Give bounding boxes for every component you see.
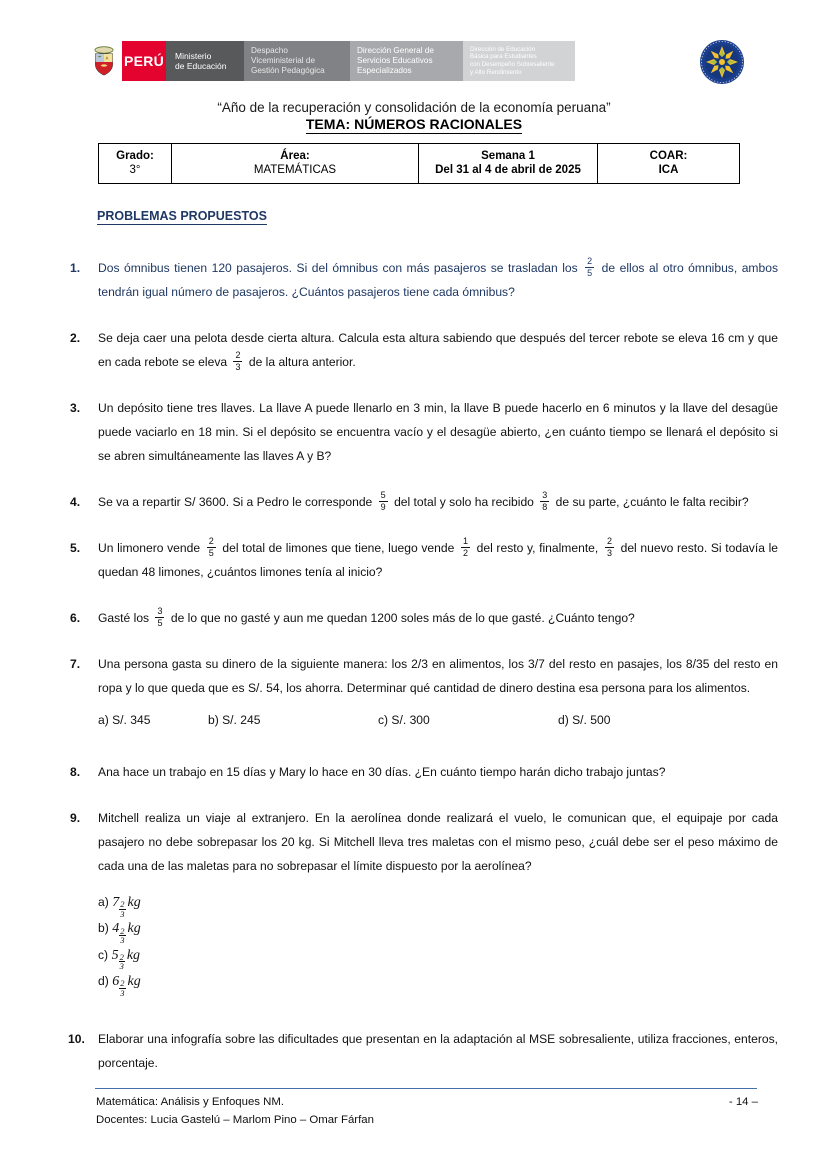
- cell-coar: [598, 144, 740, 184]
- fraction-denominator: 9: [380, 502, 386, 513]
- fraction-numerator: 2: [606, 536, 612, 547]
- cell-grado: [99, 144, 172, 184]
- problem-number: 2.: [70, 331, 81, 345]
- problem-text-part-2: del total y solo ha recibido: [394, 495, 534, 509]
- coar-logo-icon: [698, 38, 746, 86]
- problem-number: 5.: [70, 541, 81, 555]
- spacer: [68, 630, 778, 652]
- direccion-general-block: [350, 41, 463, 81]
- peru-label: PERÚ: [123, 53, 165, 69]
- problem-text: Ana hace un trabajo en 15 días y Mary lo hace en 30 días. ¿En cuánto tiempo harán dicho trabajo juntas?: [98, 765, 666, 779]
- fraction: [119, 900, 125, 918]
- problem-number: 6.: [70, 611, 81, 625]
- option-b-label: b): [98, 921, 109, 936]
- ministerio-line-2: de Educación: [175, 61, 227, 71]
- problem-number: 10.: [68, 1032, 85, 1047]
- fraction: [119, 979, 125, 997]
- page-footer: [96, 1094, 758, 1129]
- debedsar-line-4: y Alto Rendimiento: [470, 68, 522, 76]
- section-heading-text: PROBLEMAS PROPUESTOS: [97, 209, 267, 223]
- problem-text: [98, 606, 778, 630]
- problem-text-part-4: del nuevo resto. Si todavía le quedan 48 limones, ¿cuántos limones tenía al inicio?: [98, 541, 778, 579]
- problem-text-part-1: Se va a repartir S/ 3600. Si a Pedro le corresponde: [98, 495, 373, 509]
- option-d-unit: kg: [127, 973, 141, 989]
- problem-text-part-3: del resto y, finalmente,: [476, 541, 599, 555]
- coar-value: ICA: [658, 164, 679, 176]
- fraction: [119, 953, 125, 971]
- problem-number: 1.: [70, 261, 81, 275]
- semana-label: Semana 1: [481, 150, 535, 162]
- fraction-numerator: 2: [208, 536, 214, 547]
- fraction-denominator: 8: [542, 502, 548, 513]
- dgsee-line-1: Dirección General de: [357, 46, 434, 56]
- footer-teachers: Docentes: Lucia Gastelú – Marlom Pino – Omar Fárfan: [96, 1113, 374, 1126]
- problem-text-part-1: Un limonero vende: [98, 541, 201, 555]
- problem-number: 8.: [70, 765, 81, 779]
- page-number: - 14 –: [728, 1096, 758, 1108]
- fraction: [540, 491, 549, 512]
- problem-number: 7.: [70, 657, 81, 671]
- spacer: [68, 304, 778, 326]
- option-c-unit: kg: [126, 947, 141, 963]
- list-item: [68, 396, 778, 468]
- peru-brand-block: [122, 41, 166, 81]
- fraction-denominator: 3: [120, 987, 125, 998]
- course-info-table: [98, 143, 740, 184]
- spacer: [68, 730, 778, 760]
- option-c-label: c): [98, 947, 109, 962]
- list-item: [68, 536, 778, 584]
- fraction-numerator: 2: [120, 899, 125, 910]
- despacho-line-2: Viceministerial de: [251, 56, 316, 66]
- list-item: [68, 652, 778, 700]
- option-d[interactable]: [98, 971, 778, 997]
- spacer: [68, 468, 778, 490]
- grado-value: 3°: [129, 164, 141, 176]
- fraction-numerator: 2: [587, 256, 593, 267]
- debedsar-line-3: con Desempeño Sobresaliente: [470, 61, 555, 68]
- table-row: [99, 144, 740, 184]
- answer-options: [68, 710, 778, 730]
- fraction-denominator: 3: [235, 362, 241, 373]
- page-title: [0, 116, 828, 132]
- debedsar-line-2: Básica para Estudiantes: [470, 53, 537, 61]
- problem-text-part-2: de ellos al otro ómnibus, ambos tendrán igual número de pasajeros. ¿Cuántos pasajeros tiene cada ómnibus?: [98, 261, 778, 299]
- problem-number: 4.: [70, 495, 81, 509]
- debedsar-line-1: Dirección de Educación: [470, 45, 536, 53]
- problem-text: [98, 326, 778, 374]
- footer-course: Matemática: Análisis y Enfoques NM.: [96, 1096, 285, 1108]
- fraction-numerator: 2: [235, 350, 241, 361]
- dgsee-line-3: Especializados: [357, 65, 412, 75]
- option-b[interactable]: b) S/. 245: [208, 713, 261, 727]
- spacer: [68, 784, 778, 806]
- problem-text: Mitchell realiza un viaje al extranjero. En la aerolínea donde realizará el vuelo, le comunican que, el equipaje por cada pasajero no debe sobrepasar los 20 kg. Si Mitchell lleva tres maletas con el mismo peso, ¿cuál debe ser el peso máximo de cada una de las maletas para no sobrepasar el límite dispuesto por la aerolínea?: [98, 811, 778, 873]
- fraction-denominator: 2: [462, 548, 468, 559]
- problem-text-part-2: del total de limones que tiene, luego vende: [222, 541, 455, 555]
- fraction: [233, 351, 242, 372]
- dgsee-line-2: Servicios Educativos: [357, 56, 433, 66]
- footer-row-1: [96, 1094, 758, 1112]
- option-d[interactable]: d) S/. 500: [558, 713, 611, 727]
- list-item: [68, 760, 778, 784]
- spacer: [68, 584, 778, 606]
- list-item: [68, 1027, 778, 1075]
- problem-text-part-1: Se deja caer una pelota desde cierta altura. Calcula esta altura sabiendo que después del tercer rebote se eleva 16 cm y que en cada rebote se eleva: [98, 331, 778, 369]
- problem-text: Elaborar una infografía sobre las dificultades que presentan en la adaptación al MSE sobresaliente, utiliza fracciones, enteros, porcentaje.: [98, 1032, 778, 1071]
- fraction-denominator: 5: [587, 268, 593, 279]
- fraction: [155, 607, 164, 628]
- fraction-numerator: 2: [119, 951, 124, 962]
- fraction-numerator: 2: [120, 925, 125, 936]
- cell-area: [172, 144, 419, 184]
- fraction-denominator: 3: [120, 935, 125, 946]
- problem-text: Un depósito tiene tres llaves. La llave A puede llenarlo en 3 min, la llave B puede hacerlo en 6 minutos y la llave del desagüe puede vaciarlo en 18 min. Si el depósito se encuentra vacío y el desagüe abierto, ¿en cuánto tiempo se llenará el depósito si se abren simultáneamente las llaves A y B?: [98, 401, 778, 463]
- fraction: [379, 491, 388, 512]
- area-value: MATEMÁTICAS: [253, 164, 337, 176]
- problem-text-part-1: Gasté los: [98, 611, 150, 625]
- fraction-denominator: 3: [606, 548, 612, 559]
- ministerio-block: [166, 41, 244, 81]
- despacho-viceministerial-block: [244, 41, 350, 81]
- problem-text-part-2: de la altura anterior.: [248, 355, 356, 369]
- fraction-numerator: 3: [542, 490, 548, 501]
- footer-row-2: [96, 1112, 758, 1130]
- fraction: [119, 927, 125, 945]
- option-a-unit: kg: [127, 895, 141, 910]
- fraction-denominator: 5: [208, 548, 214, 559]
- problem-text-part-2: de lo que no gasté y aun me quedan 1200 soles más de lo que gasté. ¿Cuánto tengo?: [170, 611, 635, 625]
- problem-number: 3.: [70, 401, 81, 415]
- institutional-header: [86, 41, 746, 93]
- spacer: [68, 997, 778, 1027]
- cell-semana: [419, 144, 598, 184]
- option-a-whole: 7: [112, 895, 120, 910]
- option-a[interactable]: [98, 892, 778, 918]
- ministry-logo-bar: [86, 41, 575, 81]
- problem-text-part-3: de su parte, ¿cuánto le falta recibir?: [555, 495, 749, 509]
- escudo-peru-icon: [86, 41, 122, 81]
- option-c-whole: 5: [111, 947, 119, 963]
- option-d-whole: 6: [112, 973, 120, 989]
- section-heading: [97, 209, 267, 223]
- footer-divider: [95, 1088, 757, 1089]
- problem-list: [68, 256, 778, 1075]
- despacho-line-1: Despacho: [251, 46, 288, 56]
- list-item: [68, 806, 778, 878]
- direccion-educacion-basica-block: [463, 41, 575, 81]
- option-d-label: d): [98, 973, 109, 988]
- option-b[interactable]: [98, 918, 778, 944]
- problem-text: Una persona gasta su dinero de la siguiente manera: los 2/3 en alimentos, los 3/7 del resto en pasajes, los 8/35 del resto en ropa y lo que queda que es S/. 54, los ahorra. Determinar qué cantidad de dinero destina esa persona para los alimentos.: [98, 657, 778, 695]
- fraction-numerator: 5: [380, 490, 386, 501]
- fraction-numerator: 2: [120, 978, 125, 989]
- problem-text: [98, 256, 778, 304]
- answer-options-mixed: [68, 892, 778, 997]
- fraction-numerator: 3: [157, 606, 163, 617]
- option-c[interactable]: [98, 945, 778, 971]
- list-item: [68, 490, 778, 514]
- fraction-numerator: 1: [462, 536, 468, 547]
- problem-text-part-1: Dos ómnibus tienen 120 pasajeros. Si del ómnibus con más pasajeros se trasladan los: [98, 261, 578, 275]
- list-item: [68, 326, 778, 374]
- grado-label: Grado:: [116, 150, 154, 162]
- list-item: [68, 256, 778, 304]
- option-a[interactable]: a) S/. 345: [98, 713, 151, 727]
- spacer: [68, 374, 778, 396]
- area-label: Área:: [280, 150, 310, 162]
- fraction: [461, 537, 470, 558]
- page-title-text: TEMA: NÚMEROS RACIONALES: [305, 116, 523, 132]
- list-item: [68, 606, 778, 630]
- spacer: [68, 514, 778, 536]
- problem-text: [98, 490, 778, 514]
- year-motto: “Año de la recuperación y consolidación de la economía peruana”: [217, 100, 611, 115]
- fraction-denominator: 3: [119, 961, 124, 972]
- option-c[interactable]: c) S/. 300: [378, 713, 430, 727]
- coar-label: COAR:: [649, 150, 688, 162]
- problem-number: 9.: [70, 811, 81, 825]
- fraction: [585, 257, 594, 278]
- option-b-unit: kg: [127, 921, 141, 937]
- semana-value: Del 31 al 4 de abril de 2025: [435, 164, 581, 176]
- problem-text: [98, 536, 778, 584]
- option-b-whole: 4: [112, 921, 120, 937]
- fraction-denominator: 5: [157, 618, 163, 629]
- fraction-denominator: 3: [120, 908, 125, 919]
- option-a-label: a): [98, 895, 109, 909]
- fraction: [207, 537, 216, 558]
- fraction: [605, 537, 614, 558]
- ministerio-line-1: Ministerio: [175, 50, 212, 61]
- despacho-line-3: Gestión Pedagógica: [251, 65, 325, 75]
